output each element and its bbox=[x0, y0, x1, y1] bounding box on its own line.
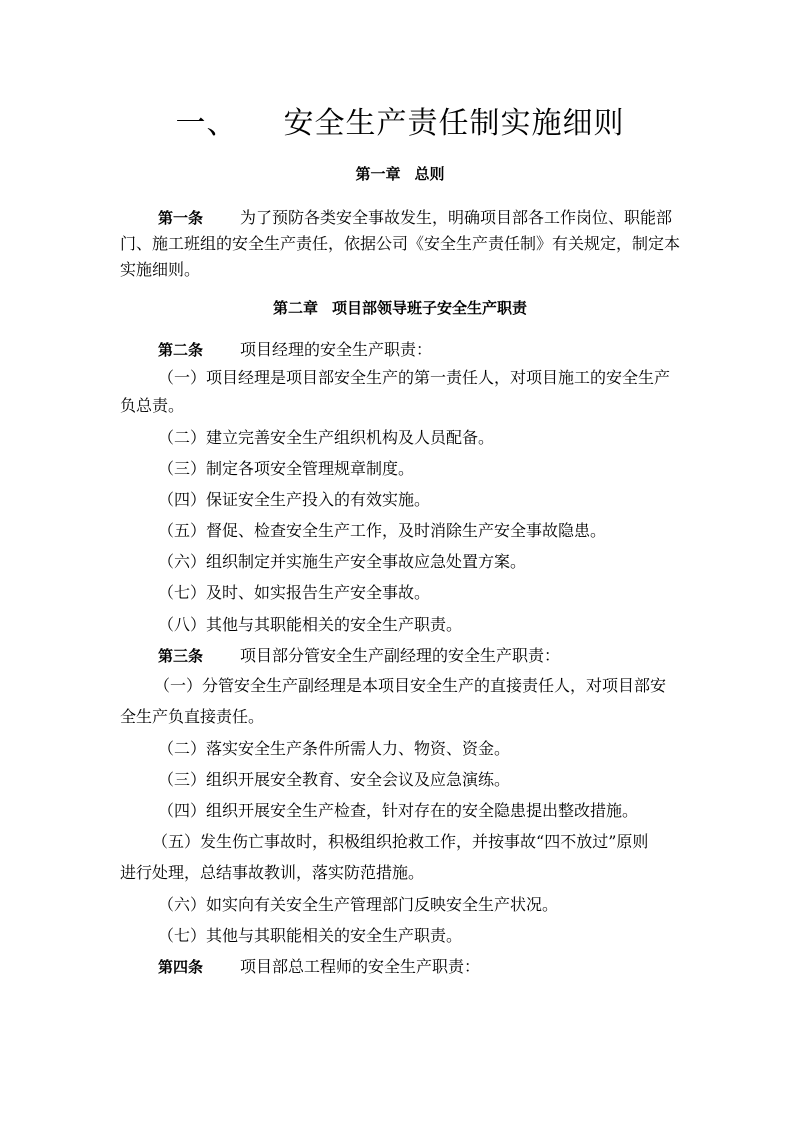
article-2-item-8 bbox=[158, 615, 462, 635]
article-1-line-2: 门、施工班组的安全生产责任，依据公司《安全生产责任制》有关规定，制定本 bbox=[120, 234, 681, 253]
item-text: 落实安全生产条件所需人力、物资、资金。 bbox=[206, 739, 511, 758]
document-title bbox=[0, 104, 800, 144]
item-number: （五） bbox=[152, 832, 201, 851]
article-2-item-1-continuation: 负总责。 bbox=[120, 396, 185, 415]
item-number: （三） bbox=[158, 770, 207, 789]
article-3-item-5-continuation: 进行处理，总结事故教训，落实防范措施。 bbox=[120, 863, 425, 882]
article-3-heading: 项目部分管安全生产副经理的安全生产职责： bbox=[240, 646, 561, 665]
chapter-1-number: 第一章 bbox=[355, 165, 401, 183]
chapter-1-name: 总则 bbox=[414, 165, 445, 183]
chapter-1-heading bbox=[0, 164, 800, 184]
article-4-heading-line bbox=[158, 957, 480, 977]
item-number: （一） bbox=[154, 676, 203, 695]
article-4-heading: 项目部总工程师的安全生产职责： bbox=[240, 957, 481, 976]
item-number: （三） bbox=[158, 459, 207, 478]
item-text: 组织开展安全教育、安全会议及应急演练。 bbox=[206, 770, 511, 789]
article-2-item-2 bbox=[158, 428, 494, 448]
article-2-heading: 项目经理的安全生产职责： bbox=[240, 340, 433, 359]
item-text: 制定各项安全管理规章制度。 bbox=[206, 459, 415, 478]
item-number: （二） bbox=[158, 739, 207, 758]
article-4-label: 第四条 bbox=[158, 958, 204, 976]
title-text: 安全生产责任制实施细则 bbox=[283, 106, 625, 141]
item-number: （八） bbox=[158, 615, 207, 634]
item-number: （七） bbox=[158, 583, 207, 602]
article-3-item-4 bbox=[158, 801, 638, 821]
item-text: 建立完善安全生产组织机构及人员配备。 bbox=[206, 428, 495, 447]
item-number: （四） bbox=[158, 801, 207, 820]
item-number: （七） bbox=[158, 926, 207, 945]
article-1-line-3: 实施细则。 bbox=[120, 260, 201, 279]
article-1-line-1: 为了预防各类安全事故发生，明确项目部各工作岗位、职能部 bbox=[240, 208, 673, 227]
article-2-item-1 bbox=[158, 368, 670, 388]
item-text: 其他与其职能相关的安全生产职责。 bbox=[206, 615, 463, 634]
item-text: 保证安全生产投入的有效实施。 bbox=[206, 490, 431, 509]
item-number: （一） bbox=[158, 368, 207, 387]
article-2-item-6 bbox=[158, 552, 526, 572]
item-text: 项目经理是项目部安全生产的第一责任人，对项目施工的安全生产 bbox=[206, 368, 671, 387]
article-2-item-5 bbox=[158, 521, 606, 541]
title-number: 一、 bbox=[175, 106, 238, 141]
article-3-item-5 bbox=[152, 832, 648, 852]
item-text: 组织制定并实施生产安全事故应急处置方案。 bbox=[206, 552, 527, 571]
item-number: （五） bbox=[158, 521, 207, 540]
article-3-item-2 bbox=[158, 739, 510, 759]
article-3-heading-line bbox=[158, 646, 560, 666]
item-number: （四） bbox=[158, 490, 207, 509]
article-1-label: 第一条 bbox=[158, 209, 204, 227]
article-2-item-7 bbox=[158, 583, 430, 603]
item-text: 及时、如实报告生产安全事故。 bbox=[206, 583, 431, 602]
item-text: 分管安全生产副经理是本项目安全生产的直接责任人，对项目部安 bbox=[202, 676, 667, 695]
item-text: 如实向有关安全生产管理部门反映安全生产状况。 bbox=[206, 895, 559, 914]
item-number: （二） bbox=[158, 428, 207, 447]
item-text: 发生伤亡事故时，积极组织抢救工作，并按事故“四不放过”原则 bbox=[200, 832, 649, 851]
chapter-2-heading bbox=[0, 298, 800, 318]
article-3-item-1 bbox=[154, 676, 666, 696]
article-1-first-line bbox=[158, 208, 672, 228]
article-3-label: 第三条 bbox=[158, 647, 204, 665]
article-3-item-1-continuation: 全生产负直接责任。 bbox=[120, 707, 265, 726]
chapter-2-name: 项目部领导班子安全生产职责 bbox=[332, 299, 528, 317]
item-number: （六） bbox=[158, 552, 207, 571]
article-3-item-6 bbox=[158, 895, 558, 915]
chapter-2-number: 第二章 bbox=[272, 299, 318, 317]
article-2-heading-line bbox=[158, 340, 432, 360]
item-text: 督促、检查安全生产工作，及时消除生产安全事故隐患。 bbox=[206, 521, 607, 540]
article-3-item-7 bbox=[158, 926, 462, 946]
article-2-item-3 bbox=[158, 459, 414, 479]
article-3-item-3 bbox=[158, 770, 510, 790]
item-text: 组织开展安全生产检查，针对存在的安全隐患提出整改措施。 bbox=[206, 801, 639, 820]
item-text: 其他与其职能相关的安全生产职责。 bbox=[206, 926, 463, 945]
item-number: （六） bbox=[158, 895, 207, 914]
article-2-item-4 bbox=[158, 490, 430, 510]
article-2-label: 第二条 bbox=[158, 341, 204, 359]
